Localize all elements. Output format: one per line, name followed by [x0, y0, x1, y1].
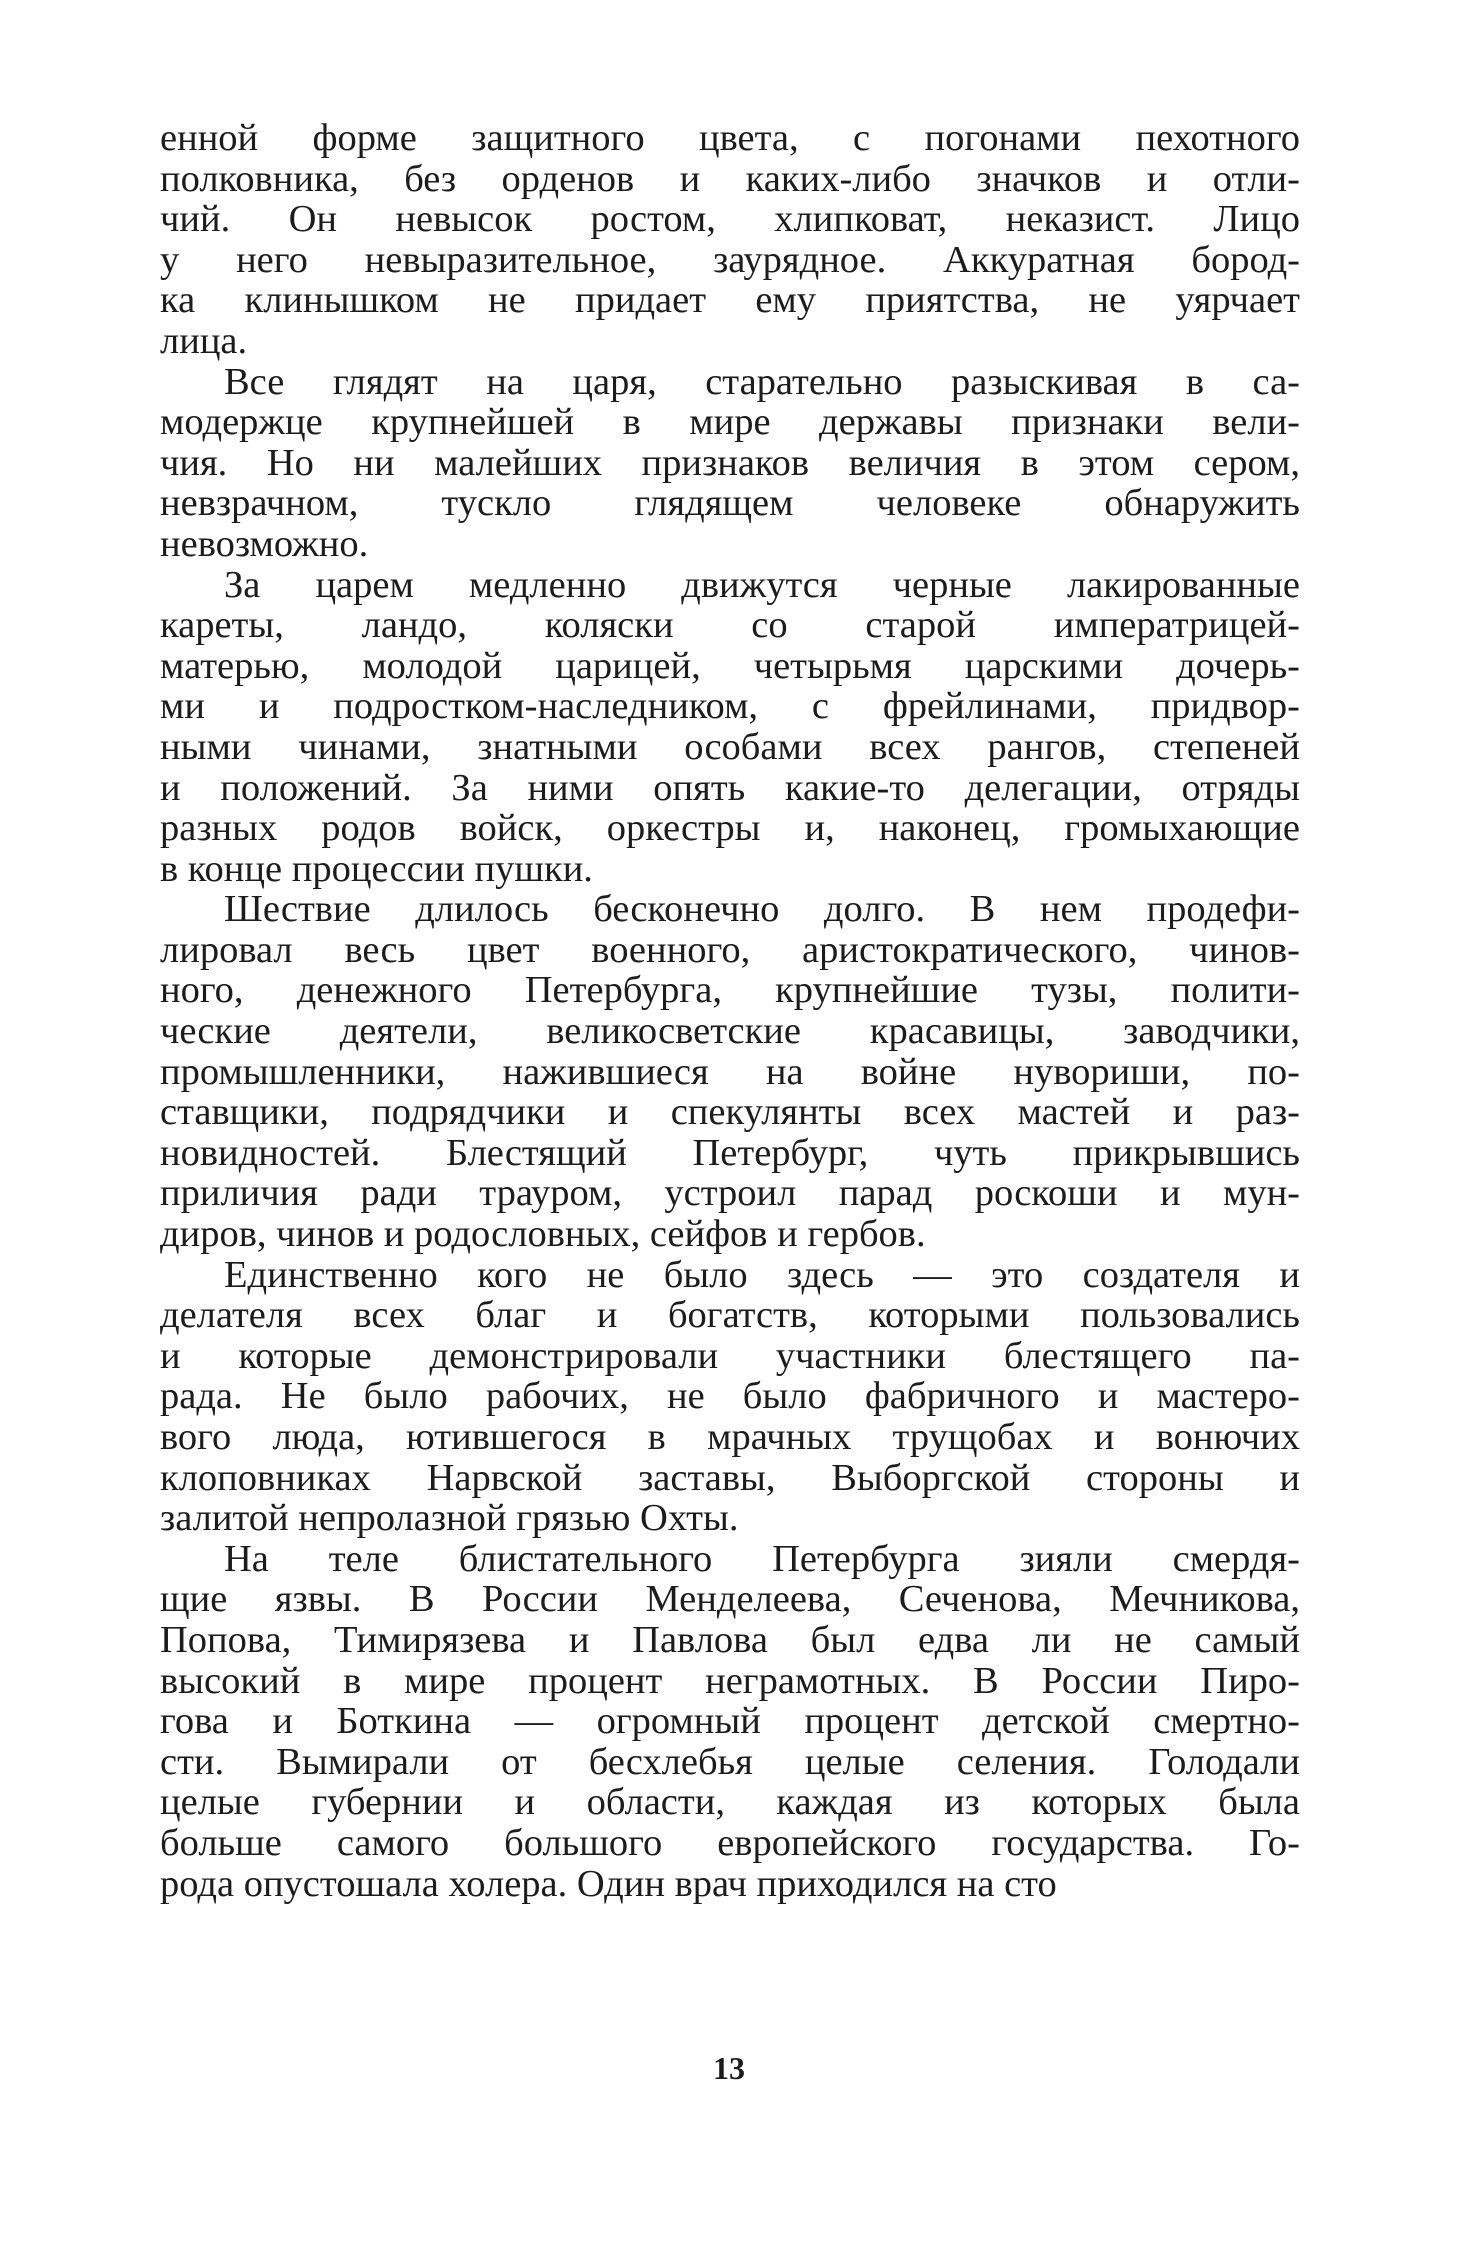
text-line: ного, денежного Петербурга, крупнейшие тузы, полити- [160, 969, 1300, 1012]
text-line: приличия ради трауром, устроил парад роскоши и мун- [160, 1172, 1300, 1215]
text-line: полковника, без орденов и каких-либо значков и отли- [160, 157, 1300, 200]
text-line: залитой непролазной грязью Охты. [160, 1497, 739, 1540]
paragraph [160, 565, 1300, 890]
text-line: енной форме защитного цвета, с погонами пехотного [160, 117, 1300, 159]
paragraph [160, 118, 1300, 362]
text-line: невозможно. [160, 522, 369, 565]
page-body [160, 118, 1300, 1904]
paragraph [160, 362, 1300, 565]
text-line: и положений. За ними опять какие-то делегации, отряды [160, 766, 1300, 809]
text-line: Все глядят на царя, старательно разыскивая в са- [224, 360, 1300, 403]
text-line: новидностей. Блестящий Петербург, чуть прикрывшись [160, 1131, 1300, 1174]
text-line: рада. Не было рабочих, не было фабричного и мастеро- [160, 1375, 1300, 1418]
text-line: щие язвы. В России Менделеева, Сеченова, Мечникова, [160, 1578, 1300, 1621]
text-line: Единственно кого не было здесь — это создателя и [224, 1253, 1300, 1296]
text-line: чия. Но ни малейших признаков величия в этом сером, [160, 441, 1300, 484]
text-line: и которые демонстрировали участники блестящего па- [160, 1334, 1300, 1377]
text-line: кареты, ландо, коляски со старой императрицей- [160, 604, 1300, 647]
text-line: гова и Боткина — огромный процент детской смертно- [160, 1700, 1300, 1743]
paragraph [160, 889, 1300, 1254]
paragraph [160, 1255, 1300, 1539]
text-line: высокий в мире процент неграмотных. В России Пиро- [160, 1659, 1300, 1702]
text-line: модержце крупнейшей в мире державы признаки вели- [160, 401, 1300, 444]
text-line: разных родов войск, оркестры и, наконец, громыхающие [160, 807, 1300, 850]
text-line: невзрачном, тускло глядящем человеке обнаружить [160, 482, 1300, 525]
text-line: матерью, молодой царицей, четырьмя царскими дочерь- [160, 644, 1300, 687]
text-line: ческие деятели, великосветские красавицы, заводчики, [160, 1010, 1300, 1053]
text-line: целые губернии и области, каждая из которых была [160, 1781, 1300, 1824]
text-line: клоповниках Нарвской заставы, Выборгской стороны и [160, 1456, 1300, 1499]
text-line: рода опустошала холера. Один врач приходился на сто [160, 1862, 1057, 1905]
text-line: ными чинами, знатными особами всех рангов, степеней [160, 725, 1300, 768]
text-line: вого люда, ютившегося в мрачных трущобах и вонючих [160, 1416, 1300, 1458]
text-line: чий. Он невысок ростом, хлипковат, неказист. Лицо [160, 198, 1300, 241]
text-line: Попова, Тимирязева и Павлова был едва ли не самый [160, 1618, 1300, 1661]
text-line: у него невыразительное, заурядное. Аккуратная бород- [160, 238, 1300, 281]
text-line: Шествие длилось бесконечно долго. В нем продефи- [224, 888, 1300, 931]
text-line: На теле блистательного Петербурга зияли смердя- [224, 1537, 1300, 1580]
text-line: диров, чинов и родословных, сейфов и гербов. [160, 1213, 926, 1256]
text-line: сти. Вымирали от бесхлебья целые селения. Голодали [160, 1740, 1300, 1783]
text-line: лица. [160, 319, 248, 362]
text-line: ми и подростком-наследником, с фрейлинами, придвор- [160, 685, 1300, 728]
text-line: За царем медленно движутся черные лакированные [224, 563, 1300, 606]
text-line: лировал весь цвет военного, аристократического, чинов- [160, 928, 1300, 971]
text-line: больше самого большого европейского государства. Го- [160, 1821, 1300, 1864]
text-line: в конце процессии пушки. [160, 847, 593, 890]
paragraph [160, 1539, 1300, 1904]
text-line: ставщики, подрядчики и спекулянты всех мастей и раз- [160, 1091, 1300, 1134]
text-line: ка клинышком не придает ему приятства, не уярчает [160, 279, 1300, 322]
text-line: делателя всех благ и богатств, которыми пользовались [160, 1294, 1300, 1337]
text-line: промышленники, нажившиеся на войне нувориши, по- [160, 1050, 1300, 1093]
page-number: 13 [713, 2050, 745, 2086]
